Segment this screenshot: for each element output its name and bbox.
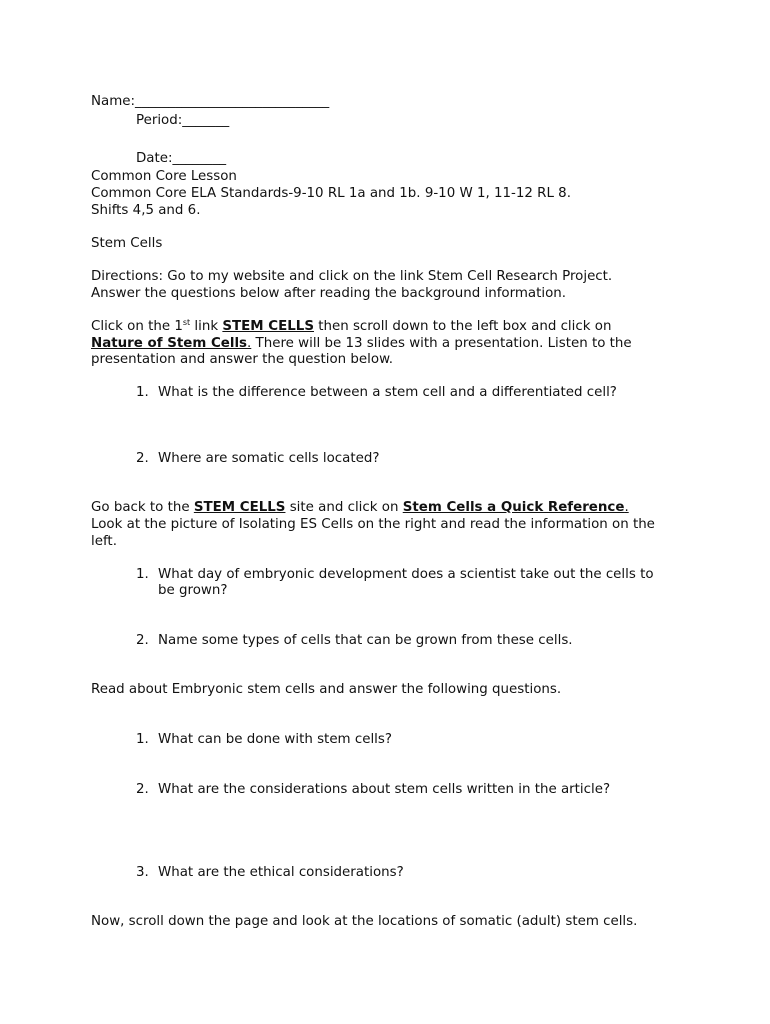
- directions-line-2: Answer the questions below after reading the background information.: [91, 286, 567, 301]
- name-label: Name:: [91, 94, 136, 109]
- question-number: 1.: [136, 385, 149, 400]
- section2-intro-line-1: [91, 500, 629, 517]
- question-number: 2.: [136, 782, 149, 797]
- stem-cells-quick-reference-link[interactable]: [403, 500, 629, 515]
- section1-intro-line-3: presentation and answer the question below.: [91, 352, 394, 367]
- nature-of-stem-cells-link[interactable]: [91, 336, 251, 351]
- question-text-line-1: What day of embryonic development does a scientist take out the cells to: [158, 567, 654, 582]
- section1-intro-superscript: st: [182, 318, 191, 327]
- stem-cells-link[interactable]: STEM CELLS: [222, 319, 314, 334]
- stem-cells-link[interactable]: STEM CELLS: [193, 500, 286, 515]
- section1-intro-text-b: link: [190, 319, 223, 334]
- lesson-line: Common Core Lesson: [91, 169, 237, 184]
- period-blank: _______: [182, 113, 230, 128]
- period-field: [136, 113, 229, 130]
- section1-intro-text-a: Click on the 1: [91, 319, 183, 334]
- section1-intro-text-d: There will be 13 slides with a presentation. Listen to the: [251, 336, 632, 351]
- question-number: 1.: [136, 567, 149, 582]
- section2-intro-line-2: Look at the picture of Isolating ES Cells on the right and read the information on the: [91, 517, 655, 532]
- section1-intro-line-1: [91, 319, 611, 336]
- section2-intro-text-b: site and click on: [285, 500, 403, 515]
- section1-intro-line-2: [91, 336, 632, 353]
- standards-line: Common Core ELA Standards-9-10 RL 1a and 1b. 9-10 W 1, 11-12 RL 8.: [91, 186, 571, 201]
- question-text: What can be done with stem cells?: [158, 732, 392, 747]
- section3-intro: Read about Embryonic stem cells and answer the following questions.: [91, 682, 562, 697]
- question-number: 2.: [136, 451, 149, 466]
- name-blank: _____________________________: [135, 94, 330, 109]
- question-number: 3.: [136, 865, 149, 880]
- page-title: Stem Cells: [91, 236, 163, 251]
- closing-instruction: Now, scroll down the page and look at the locations of somatic (adult) stem cells.: [91, 914, 638, 929]
- section1-intro-text-c: then scroll down to the left box and click on: [313, 319, 612, 334]
- directions-line-1: Directions: Go to my website and click on the link Stem Cell Research Project.: [91, 269, 613, 284]
- date-field: [136, 151, 226, 168]
- quick-reference-link-text: Stem Cells a Quick Reference: [402, 500, 625, 515]
- date-label: Date:: [136, 151, 173, 166]
- question-text: What are the ethical considerations?: [158, 865, 404, 880]
- nature-of-stem-cells-link-text: Nature of Stem Cells: [91, 336, 248, 351]
- question-text: What are the considerations about stem cells written in the article?: [158, 782, 611, 797]
- quick-reference-link-tail: .: [624, 500, 629, 515]
- question-text: Where are somatic cells located?: [158, 451, 380, 466]
- section2-intro-text-a: Go back to the: [91, 500, 194, 515]
- shifts-line: Shifts 4,5 and 6.: [91, 203, 201, 218]
- date-blank: ________: [172, 151, 227, 166]
- nature-of-stem-cells-link-tail: .: [247, 336, 252, 351]
- question-number: 2.: [136, 633, 149, 648]
- question-text: What is the difference between a stem cell and a differentiated cell?: [158, 385, 617, 400]
- period-label: Period:: [136, 113, 183, 128]
- question-text-line-2: be grown?: [158, 583, 228, 598]
- question-number: 1.: [136, 732, 149, 747]
- name-field: [91, 94, 329, 111]
- section2-intro-line-3: left.: [91, 534, 117, 549]
- question-text: Name some types of cells that can be grown from these cells.: [158, 633, 573, 648]
